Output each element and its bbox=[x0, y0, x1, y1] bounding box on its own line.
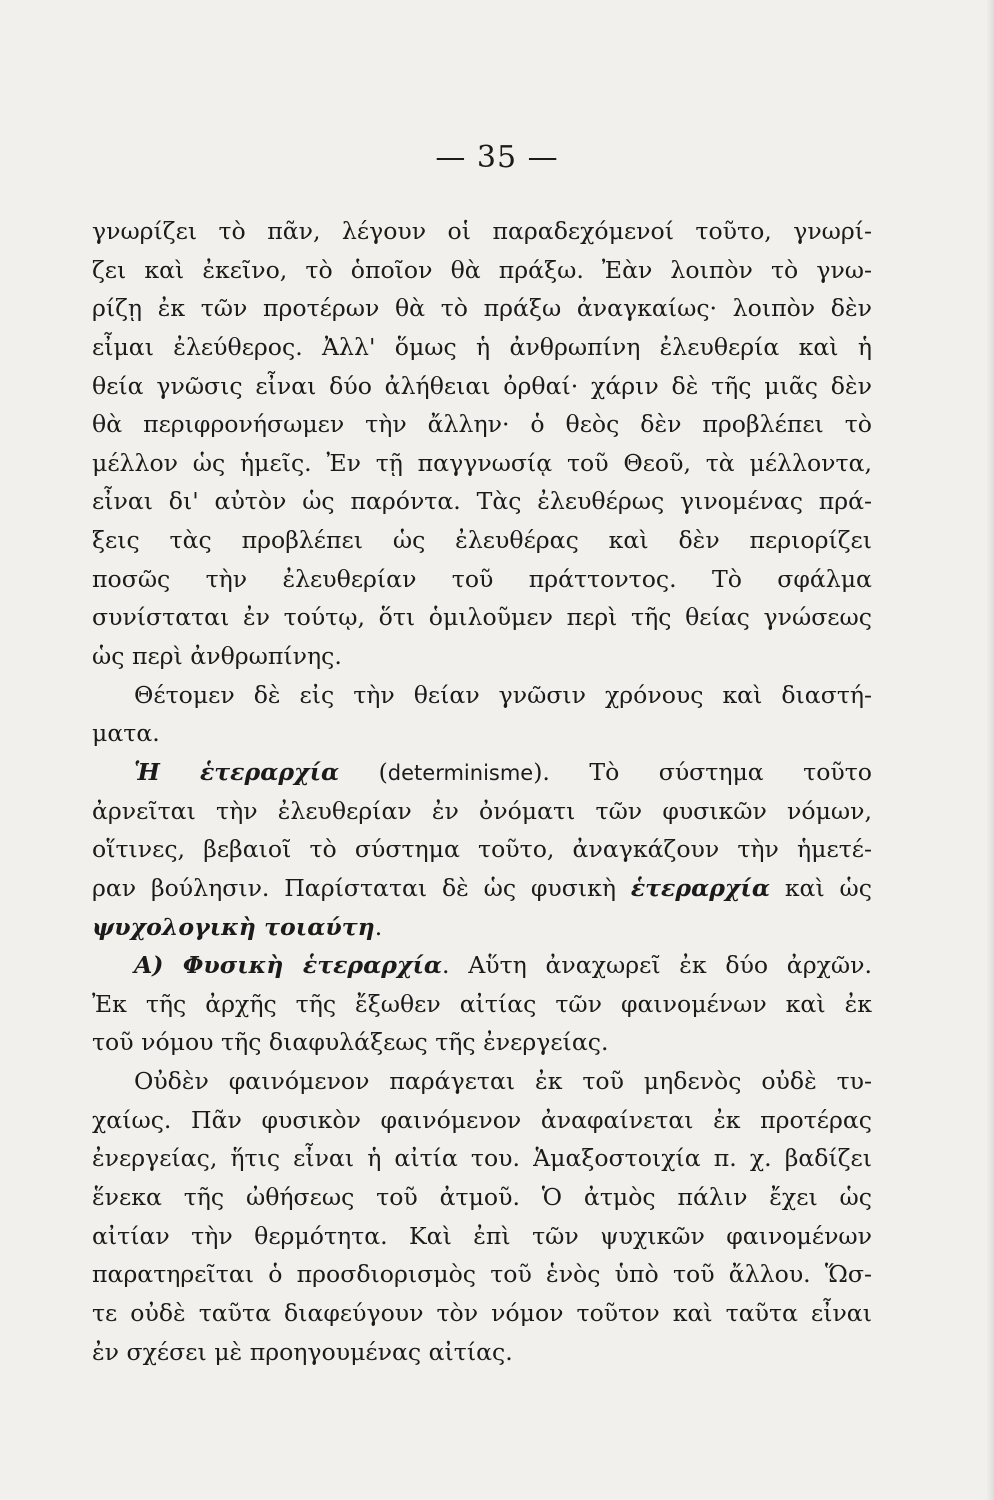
text-line: ραν βούλησιν. Παρίσταται δὲ ὡς φυσικὴ ἑτεραρχία καὶ ὡς bbox=[92, 873, 872, 902]
term-emphasis: ψυχολογικὴ τοιαύτη bbox=[92, 912, 375, 941]
term-emphasis: ἑτεραρχία bbox=[630, 873, 771, 902]
text-line: τοῦ νόμου τῆς διαφυλάξεως τῆς ἐνεργείας. bbox=[92, 1028, 609, 1057]
text-line: Οὐδὲν φαινόμενον παράγεται ἐκ τοῦ μηδενὸς οὐδὲ τυ- bbox=[134, 1067, 872, 1096]
text-line: Θέτομεν δὲ εἰς τὴν θείαν γνῶσιν χρόνους καὶ διαστή- bbox=[134, 680, 872, 709]
term-heading: Ἡ ἑτεραρχία bbox=[134, 757, 340, 786]
text-line: ἕνεκα τῆς ὠθήσεως τοῦ ἀτμοῦ. Ὁ ἀτμὸς πάλιν ἔχει ὡς bbox=[92, 1183, 872, 1212]
text-line: μέλλον ὡς ἡμεῖς. Ἐν τῇ παγγνωσίᾳ τοῦ Θεοῦ, τὰ μέλλοντα, bbox=[92, 448, 872, 477]
text-line: συνίσταται ἐν τούτῳ, ὅτι ὁμιλοῦμεν περὶ τῆς θείας γνώσεως bbox=[92, 603, 872, 632]
text-line: παρατηρεῖται ὁ προσδιορισμὸς τοῦ ἑνὸς ὑπὸ τοῦ ἄλλου. Ὥσ- bbox=[92, 1260, 872, 1289]
text-line: θεία γνῶσις εἶναι δύο ἀλήθειαι ὀρθαί· χάριν δὲ τῆς μιᾶς δὲν bbox=[92, 371, 872, 400]
text-line: χαίως. Πᾶν φυσικὸν φαινόμενον ἀναφαίνεται ἐκ προτέρας bbox=[92, 1105, 872, 1134]
text-line: ζει καὶ ἐκεῖνο, τὸ ὁποῖον θὰ πράξω. Ἐὰν λοιπὸν τὸ γνω- bbox=[92, 255, 872, 284]
text-line: ὡς περὶ ἀνθρωπίνης. bbox=[92, 642, 342, 671]
text-line: αἰτίαν τὴν θερμότητα. Καὶ ἐπὶ τῶν ψυχικῶν φαινομένων bbox=[92, 1221, 872, 1250]
text-line: ἐν σχέσει μὲ προηγουμένας αἰτίας. bbox=[92, 1337, 513, 1366]
text-line: ἀρνεῖται τὴν ἐλευθερίαν ἐν ὀνόματι τῶν φυσικῶν νόμων, bbox=[92, 796, 872, 825]
text-line: ποσῶς τὴν ἐλευθερίαν τοῦ πράττοντος. Τὸ σφάλμα bbox=[92, 564, 872, 593]
text-line: γνωρίζει τὸ πᾶν, λέγουν οἱ παραδεχόμενοί τοῦτο, γνωρί- bbox=[92, 217, 872, 245]
body-text bbox=[92, 212, 872, 1371]
text-line: οἵτινες, βεβαιοῖ τὸ σύστημα τοῦτο, ἀναγκάζουν τὴν ἡμετέ- bbox=[92, 835, 872, 864]
text-line: εἶμαι ἐλεύθερος. Ἀλλ' ὅμως ἡ ἀνθρωπίνη ἐλευθερία καὶ ἡ bbox=[92, 332, 872, 361]
text-line: εἶναι δι' αὐτὸν ὡς παρόντα. Τὰς ἐλευθέρως γινομένας πρά- bbox=[92, 487, 872, 516]
section-heading: Α) Φυσικὴ ἑτεραρχία bbox=[134, 951, 443, 980]
text-line: ἐνεργείας, ἥτις εἶναι ἡ αἰτία του. Ἁμαξοστοιχία π. χ. βαδίζει bbox=[92, 1144, 872, 1173]
text-line: Ἐκ τῆς ἀρχῆς τῆς ἔξωθεν αἰτίας τῶν φαινομένων καὶ ἐκ bbox=[92, 989, 872, 1018]
page-number: — 35 — bbox=[435, 140, 559, 175]
text-line: θὰ περιφρονήσωμεν τὴν ἄλλην· ὁ θεὸς δὲν προβλέπει τὸ bbox=[92, 410, 872, 439]
text-line: ξεις τὰς προβλέπει ὡς ἐλευθέρας καὶ δὲν περιορίζει bbox=[92, 526, 872, 555]
latin-term: determinisme bbox=[387, 760, 534, 785]
page-edge-shadow bbox=[986, 0, 994, 1500]
text-line: Α) Φυσικὴ ἑτεραρχία. Αὕτη ἀναχωρεῖ ἐκ δύο ἀρχῶν. bbox=[134, 951, 872, 980]
text-line: τε οὐδὲ ταῦτα διαφεύγουν τὸν νόμον τοῦτον καὶ ταῦτα εἶναι bbox=[92, 1298, 872, 1327]
text-line: Ἡ ἑτεραρχία (determinisme). Τὸ σύστημα τοῦτο bbox=[134, 757, 872, 786]
text-line: ματα. bbox=[92, 719, 160, 748]
text-line: ψυχολογικὴ τοιαύτη. bbox=[92, 912, 383, 941]
text-line: ρίζῃ ἐκ τῶν προτέρων θὰ τὸ πράξω ἀναγκαίως· λοιπὸν δὲν bbox=[92, 294, 872, 323]
